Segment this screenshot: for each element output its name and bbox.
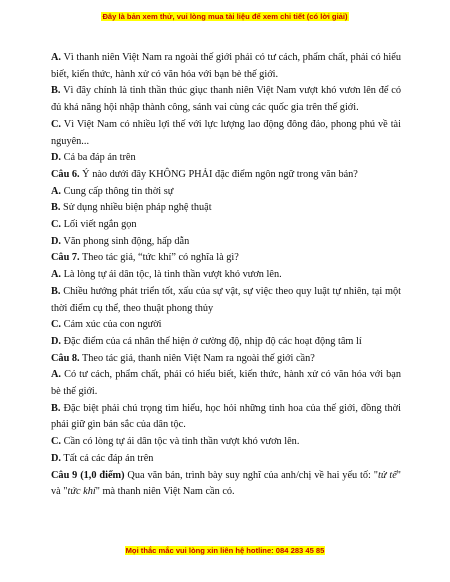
- answer-option: A. Vì thanh niên Việt Nam ra ngoài thế giới phải có tư cách, phẩm chất, phải có hiểu biết, kiến thức, hành xử có văn hóa với bạn bè thế giới.: [51, 52, 401, 80]
- question-6: Câu 6. Ý nào dưới đây KHÔNG PHẢI đặc điểm ngôn ngữ trong văn bản?: [51, 168, 358, 180]
- answer-option: B. Vì đây chính là tinh thần thúc giục thanh niên Việt Nam vượt khó vươn lên để có đủ khả năng hội nhập thành công, sánh vai cùng các quốc gia trên thế giới.: [51, 85, 401, 114]
- answer-option: C. Vì Việt Nam có nhiều lợi thế với lực lượng lao động đông đảo, phong phú về tài nguyên...: [51, 118, 401, 147]
- answer-option: C. Lối viết ngắn gọn: [51, 219, 137, 231]
- answer-option: B. Chiều hướng phát triển tốt, xấu của sự vật, sự việc theo quy luật tự nhiên, tại một thời điểm cụ thể, theo thuật phong thủy: [51, 285, 401, 314]
- answer-option: D. Đặc điểm của cá nhân thể hiện ở cường độ, nhịp độ các hoạt động tâm lí: [51, 335, 362, 347]
- document-body: [51, 50, 401, 501]
- question-8: Câu 8. Theo tác giả, thanh niên Việt Nam ra ngoài thế giới cần?: [51, 352, 315, 364]
- answer-option: A. Là lòng tự ái dân tộc, là tinh thần vượt khó vươn lên.: [51, 269, 282, 281]
- preview-notice-banner: Đây là bản xem thử, vui lòng mua tài liệu để xem chi tiết (có lời giải): [102, 12, 348, 21]
- answer-option: C. Cảm xúc của con người: [51, 319, 162, 331]
- answer-option: B. Đặc biệt phải chú trọng tìm hiểu, học hỏi những tinh hoa của thế giới, đồng thời phải giữ gìn bản sắc của dân tộc.: [51, 402, 401, 431]
- question-9: Câu 9 (1,0 điểm) Qua văn bản, trình bày suy nghĩ của anh/chị về hai yếu tố: "tử tế" và "tức khí" mà thanh niên Việt Nam cần có.: [51, 469, 401, 498]
- answer-option: D. Tất cả các đáp án trên: [51, 452, 154, 464]
- answer-option: D. Cả ba đáp án trên: [51, 152, 136, 164]
- question-7: Câu 7. Theo tác giả, “tức khí” có nghĩa là gì?: [51, 252, 239, 264]
- answer-option: C. Cần có lòng tự ái dân tộc và tinh thần vượt khó vươn lên.: [51, 436, 300, 448]
- answer-option: A. Có tư cách, phẩm chất, phải có hiểu biết, kiến thức, hành xử có văn hóa với bạn bè thế giới.: [51, 369, 401, 398]
- hotline-footer-banner: Mọi thắc mắc vui lòng xin liên hệ hotline: 084 283 45 85: [125, 546, 325, 555]
- answer-option: D. Văn phong sinh động, hấp dẫn: [51, 235, 190, 247]
- answer-option: A. Cung cấp thông tin thời sự: [51, 185, 174, 197]
- answer-option: B. Sử dụng nhiều biện pháp nghệ thuật: [51, 202, 212, 214]
